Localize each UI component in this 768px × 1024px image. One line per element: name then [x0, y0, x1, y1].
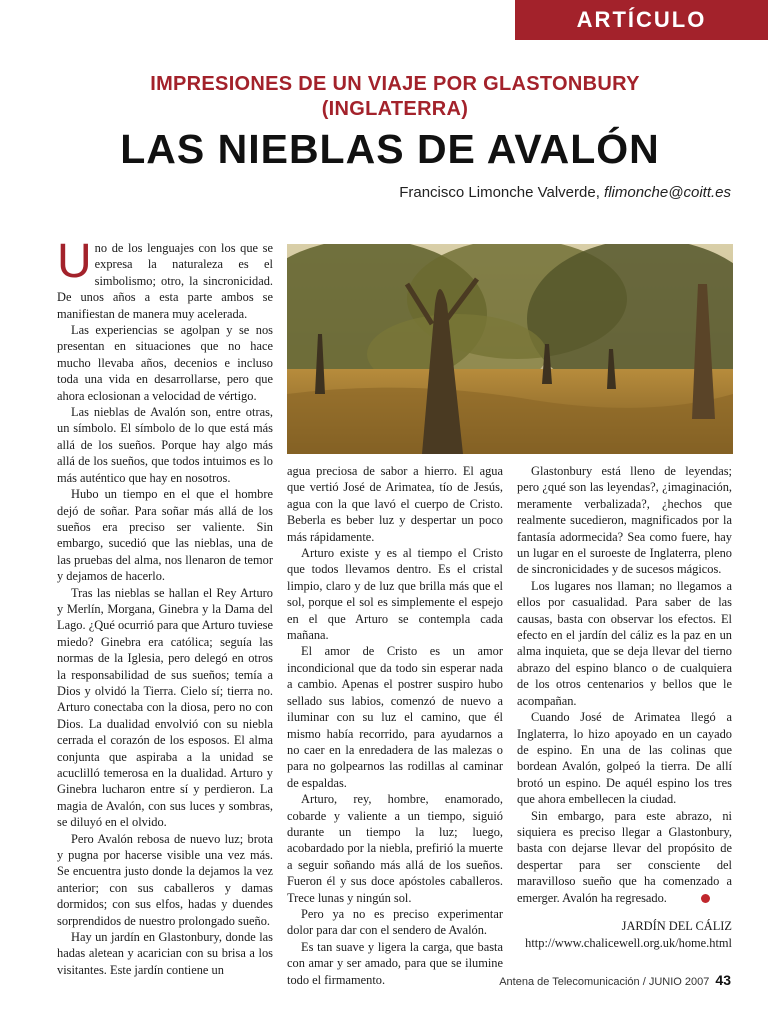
paragraph: Es tan suave y ligera la carga, que basta con amar y ser amado, para que se ilumine todo el firmamento. [287, 939, 503, 987]
page-footer [499, 972, 731, 988]
author-email[interactable]: flimonche@coitt.es [604, 184, 731, 201]
footer-publication: Antena de Telecomunicación / JUNIO 2007 [499, 976, 710, 988]
paragraph: Las nieblas de Avalón son, entre otras, un símbolo. El símbolo de lo que está más allá de los sueños. Porque hay algo más allá de los sueños, que todos intuimos es lo más auténtico que hay en nosotros. [57, 405, 273, 485]
paragraph: Tras las nieblas se hallan el Rey Arturo y Merlín, Morgana, Ginebra y la Dama del Lago. ¿Qué ocurrió para que Arturo tuviese miedo? Ginebra era católica; seguía las normas de la Iglesia, pero delegó en otros la responsabilidad de sus sueños; temía a Dios y olvidó la Tierra. Cielo sí; tierra no. Arturo conectaba con la diosa, pero no con Dios. La dualidad envolvió con su niebla cerrada el corazón de los esposos. El alma conjunta que aspiraba a la unidad se acuclilló temerosa en la dualidad. Arturo y Ginebra lucharon entre sí y perdieron. La magia de Avalón, con sus luces y sombras, se diluyó en el olvido. [57, 585, 273, 830]
subtitle-line-1: IMPRESIONES DE UN VIAJE POR GLASTONBURY [150, 73, 640, 95]
subtitle-line-2: (INGLATERRA) [321, 98, 469, 120]
paragraph: Cuando José de Arimatea llegó a Inglaterra, lo hizo apoyado en un cayado de espino. En una de las colinas que bordean Avalón, golpeó la tierra. De allí brotó un espino. De aquél espino los tres que ahora embellecen la ciudad. [517, 710, 732, 807]
paragraph: Pero ya no es preciso experimentar dolor para dar con el sendero de Avalón. [287, 906, 503, 938]
paragraph: Uno de los lenguajes con los que se expresa la naturaleza es el simbolismo; otro, la sincronicidad. De unos años a esta parte ambos se manifiestan de manera muy acelerada. [57, 235, 273, 321]
author-line [399, 184, 731, 201]
paragraph: agua preciosa de sabor a hierro. El agua que vertió José de Arimatea, tío de Jesús, agua con la que lavó el cuerpo de Cristo. Beberla es beber luz y despertar un poco más rápidamente. [287, 464, 503, 544]
drop-cap: U [57, 235, 92, 288]
paragraph: Hubo un tiempo en el que el hombre dejó de soñar. Para soñar más allá de los sueños era preciso ser valiente. Sin embargo, sucedió que las nieblas, una de las pruebas del alma, nos llenaron de temor y dejamos de hacerlo. [57, 487, 273, 584]
article-photo [287, 244, 733, 454]
tree-landscape-image [287, 244, 733, 454]
end-of-article-icon [701, 894, 710, 903]
author-name: Francisco Limonche Valverde, [399, 184, 600, 201]
paragraph: Glastonbury está lleno de leyendas; pero ¿qué son las leyendas?, ¿imaginación, meramente verbalizada?, ¿hechos que realmente sucedieron, magnificados por la fantasía adormecida? Sea como fuere, hay un lugar en el suroeste de Inglaterra, pleno de sincronicidades y de sucesos mágicos. [517, 464, 732, 577]
signoff-title: JARDÍN DEL CÁLIZ [621, 919, 732, 933]
paragraph: Los lugares nos llaman; no llegamos a ellos por casualidad. Para saber de las causas, basta con observar los efectos. El efecto en el jardín del cáliz es la paz en un alma inquieta, que se deja llevar del tierno abrazo del espino blanco o de cualquiera de los otros centenarios y bellos que le acompañan. [517, 578, 732, 708]
paragraph: El amor de Cristo es un amor incondicional que da todo sin esperar nada a cambio. Apenas el postrer suspiro hubo sellado sus labios, comenzó de nuevo a iluminar con su luz el camino, que él mismo había recorrido, para ayudarnos a no caer en la enredadera de las malezas o para no golpearnos las rodillas al caminar de espaldas. [287, 644, 503, 790]
paragraph: Hay un jardín en Glastonbury, donde las hadas aletean y acarician con su brisa a los visitantes. Este jardín contiene un [57, 930, 273, 977]
paragraph: Sin embargo, para este abrazo, ni siquiera es preciso llegar a Glastonbury, basta con dejarse llevar del propósito de despertar para ser consciente del maravilloso sueño que ha comenzado a emerger. Avalón ha regresado. [517, 808, 732, 905]
article-title: LAS NIEBLAS DE AVALÓN [120, 126, 660, 172]
text-column-1 [57, 235, 273, 978]
article-subtitle [100, 72, 690, 122]
paragraph: Arturo, rey, hombre, enamorado, cobarde y valiente a un tiempo, siguió durante un tiempo la luz; luego, acobardado por la niebla, prefirió la muerte a seguir soñando más allá de los sueños. Fueron él y sus doce apóstoles caballeros. Trece lunas y ningún sol. [287, 792, 503, 905]
text-column-3 [517, 463, 732, 906]
text-column-2 [287, 463, 503, 988]
paragraph: Arturo existe y es al tiempo el Cristo que todos llevamos dentro. Es el cristal limpio, claro y de luz que brilla más que el sol, porque el sol es simplemente el espejo en el que Arturo se contempla cada mañana. [287, 546, 503, 643]
paragraph: Pero Avalón rebosa de nuevo luz; brota y pugna por hacerse visible una vez más. Se encuentra justo donde la dejamos la vez anterior; con sus caballeros y damas dormidos; con sus elfos, hadas y duendes sorprendidos de nuestro prolongado sueño. [57, 831, 273, 928]
paragraph: Las experiencias se agolpan y se nos presentan en situaciones que no hace mucho llevaba años, decenios e incluso toda una vida en desarrollarse, pero que ahora eclosionan a velocidad de vértigo. [57, 323, 273, 403]
section-tag: ARTÍCULO [515, 0, 768, 40]
signoff [517, 918, 732, 952]
page-number: 43 [715, 972, 731, 988]
signoff-url[interactable]: http://www.chalicewell.org.uk/home.html [525, 936, 732, 950]
